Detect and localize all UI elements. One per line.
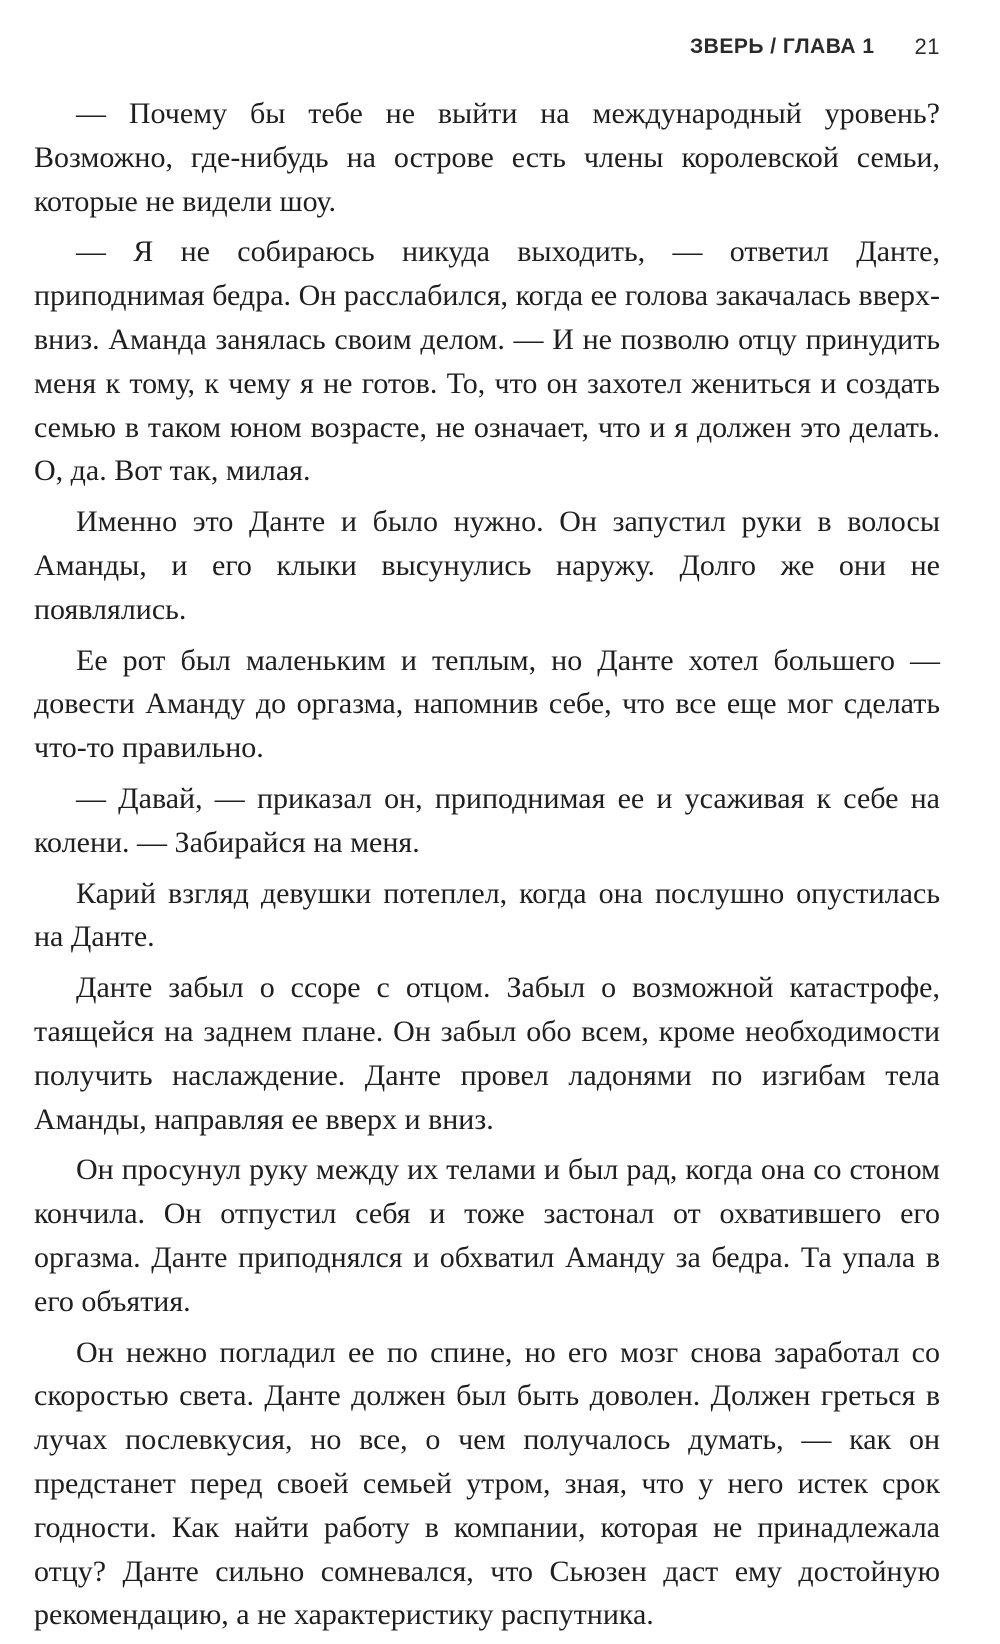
paragraph: — Я не собираюсь никуда выходить, — ответил Данте, приподнимая бедра. Он расслабился, когда ее голова закачалась вверх-вниз. Аманда занялась своим делом. — И не позволю отцу принудить меня к тому, к чему я не готов. То, что он захотел жениться и создать семью в таком юном возрасте, не означает, что и я должен это делать. О, да. Вот так, милая.	[34, 235, 940, 488]
paragraph: — Давай, — приказал он, приподнимая ее и усаживая к себе на колени. — Забирайся на меня.	[34, 781, 940, 859]
paragraph: Ее рот был маленьким и теплым, но Данте хотел большего — довести Аманду до оргазма, напомнив себе, что все еще мог сделать что-то правильно.	[34, 643, 940, 765]
page-number: 21	[914, 34, 940, 59]
paragraph: Карий взгляд девушки потеплел, когда она послушно опустилась на Данте.	[34, 876, 940, 954]
chapter-title: ЗВЕРЬ / ГЛАВА 1	[690, 35, 875, 58]
paragraph: Именно это Данте и было нужно. Он запустил руки в волосы Аманды, и его клыки высунулись наружу. Долго же они не появлялись.	[34, 505, 940, 626]
text-body	[34, 92, 940, 1644]
paragraph: Данте забыл о ссоре с отцом. Забыл о возможной катастрофе, таящейся на заднем плане. Он забыл обо всем, кроме необходимости получить наслаждение. Данте провел ладонями по изгибам тела Аманды, направляя ее вверх и вниз.	[34, 971, 940, 1136]
paragraph: Он нежно погладил ее по спине, но его мозг снова заработал со скоростью света. Данте должен был быть доволен. Должен греться в лучах послевкусия, но все, о чем получалось думать, — как он предстанет перед своей семьей утром, зная, что у него истек срок годности. Как найти работу в компании, которая не принадлежала отцу? Данте сильно сомневался, что Сьюзен даст ему достойную рекомендацию, а не характеристику распутника.	[34, 1335, 940, 1632]
paragraph: — Почему бы тебе не выйти на международный уровень? Возможно, где-нибудь на острове есть члены королевской семьи, которые не видели шоу.	[34, 97, 940, 218]
paragraph: Он просунул руку между их телами и был рад, когда она со стоном кончила. Он отпустил себя и тоже застонал от охватившего его оргазма. Данте приподнялся и обхватил Аманду за бедра. Та упала в его объятия.	[34, 1153, 940, 1318]
running-header	[34, 30, 940, 64]
